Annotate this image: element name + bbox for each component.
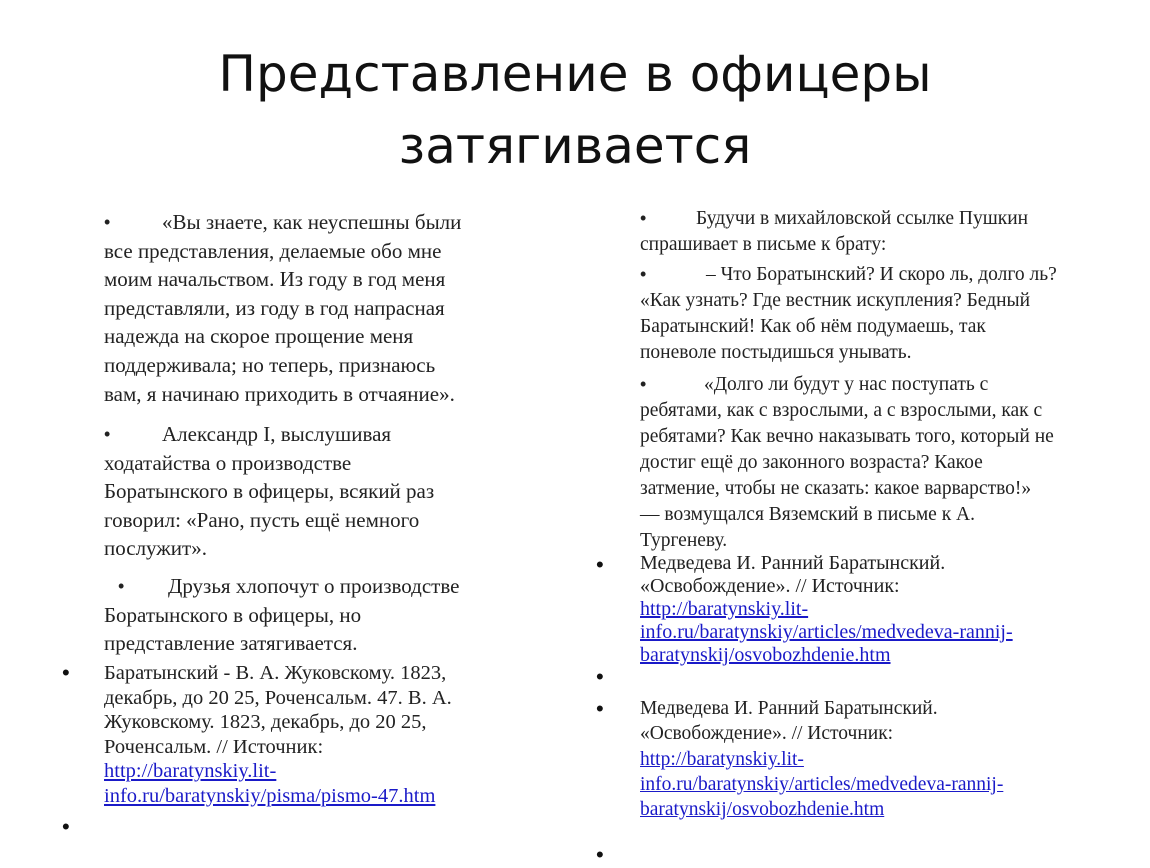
ref-line: Роченсальм. // Источник:	[104, 735, 324, 758]
text-line: – Что Боратынский? И скоро ль, долго ль?	[706, 264, 1057, 285]
bullet-icon: •	[596, 696, 604, 721]
bullet-icon: •	[62, 660, 70, 685]
ref-line: декабрь, до 20 25, Роченсальм. 47. В. А.	[104, 686, 452, 709]
left-friends-paragraph	[104, 572, 554, 658]
right-source-reference-1	[640, 552, 1013, 667]
text-line: представляли, из году в год напрасная	[104, 295, 445, 320]
ref-line: Жуковскому. 1823, декабрь, до 20 25,	[104, 711, 427, 733]
text-line: моим начальством. Из году в год меня	[104, 267, 446, 292]
text-line: поневоле постыдишься унывать.	[640, 342, 912, 363]
text-line: Боратынского в офицеры, но	[104, 602, 362, 627]
left-source-reference	[104, 661, 452, 808]
text-line: ребятами, как с взрослыми, а с взрослыми, как с	[640, 400, 1043, 421]
text-line: вам, я начинаю приходить в отчаяние».	[104, 381, 455, 406]
text-line: говорил: «Рано, пусть ещё немного	[104, 507, 420, 532]
text-line: Тургеневу.	[640, 530, 728, 551]
text-line: Александр I, выслушивая	[162, 422, 392, 446]
right-question-paragraph	[640, 262, 1116, 366]
left-quote-paragraph	[104, 208, 554, 408]
text-line: Друзья хлопочут о производстве	[168, 574, 460, 598]
text-line: послужит».	[104, 536, 207, 561]
text-line: Баратынский! Как об нём подумаешь, так	[640, 316, 986, 337]
text-line: затмение, чтобы не сказать: какое варварство!»	[640, 478, 1032, 499]
ref-line: Медведева И. Ранний Баратынский.	[640, 552, 946, 574]
bullet-icon: •	[104, 212, 111, 232]
text-line: Будучи в михайловской ссылке Пушкин	[696, 208, 1029, 229]
ref-line: Медведева И. Ранний Баратынский.	[640, 698, 938, 719]
bullet-icon: •	[118, 576, 125, 596]
source-link-medvedeva-2[interactable]: http://baratynskiy.lit- info.ru/baratynskiy/articles/medvedeva-rannij- baratynskij/osvobozhdenie.htm	[640, 749, 1004, 820]
empty-bullet-icon: •	[596, 664, 604, 689]
bullet-icon: •	[596, 552, 604, 577]
bullet-icon: •	[640, 208, 647, 228]
text-line: Боратынского в офицеры, всякий раз	[104, 479, 435, 504]
ref-line: Баратынский - В. А. Жуковскому. 1823,	[104, 662, 447, 684]
text-line: ребятами? Как вечно наказывать того, который не	[640, 426, 1054, 447]
bullet-icon: •	[640, 264, 647, 284]
text-line: ходатайства о производстве	[104, 450, 352, 475]
ref-line: «Освобождение». // Источник:	[640, 723, 894, 744]
text-line: «Как узнать? Где вестник искупления? Бедный	[640, 290, 1031, 311]
ref-line: «Освобождение». // Источник:	[640, 575, 900, 597]
right-vyazemsky-paragraph	[640, 372, 1116, 554]
title-line-2: затягивается	[398, 117, 752, 175]
title-line-1: Представление в офицеры	[218, 45, 932, 103]
text-line: все представления, делаемые обо мне	[104, 238, 442, 263]
text-line: достиг ещё до законного возраста? Какое	[640, 452, 983, 473]
text-line: «Долго ли будут у нас поступать с	[704, 374, 989, 395]
text-line: надежда на скорое прощение меня	[104, 324, 414, 349]
right-pushkin-paragraph	[640, 206, 1116, 258]
slide-title	[0, 38, 1150, 182]
text-line: спрашивает в письме к брату:	[640, 234, 887, 255]
bullet-icon: •	[640, 374, 647, 394]
text-line: «Вы знаете, как неуспешны были	[162, 210, 462, 234]
empty-bullet-icon: •	[62, 814, 70, 839]
source-link-medvedeva-1[interactable]: http://baratynskiy.lit- info.ru/baratynskiy/articles/medvedeva-rannij- baratynskij/osvobozhdenie.htm	[640, 598, 1013, 666]
text-line: поддерживала; но теперь, признаюсь	[104, 352, 436, 377]
empty-bullet-icon: •	[596, 842, 604, 867]
left-alexander-paragraph	[104, 420, 554, 563]
right-source-reference-2	[640, 697, 1003, 822]
text-line: представление затягивается.	[104, 631, 358, 656]
source-link-pismo-47[interactable]: http://baratynskiy.lit- info.ru/baratynskiy/pisma/pismo-47.htm	[104, 760, 436, 807]
bullet-icon: •	[104, 424, 111, 444]
text-line: — возмущался Вяземский в письме к А.	[640, 504, 976, 525]
